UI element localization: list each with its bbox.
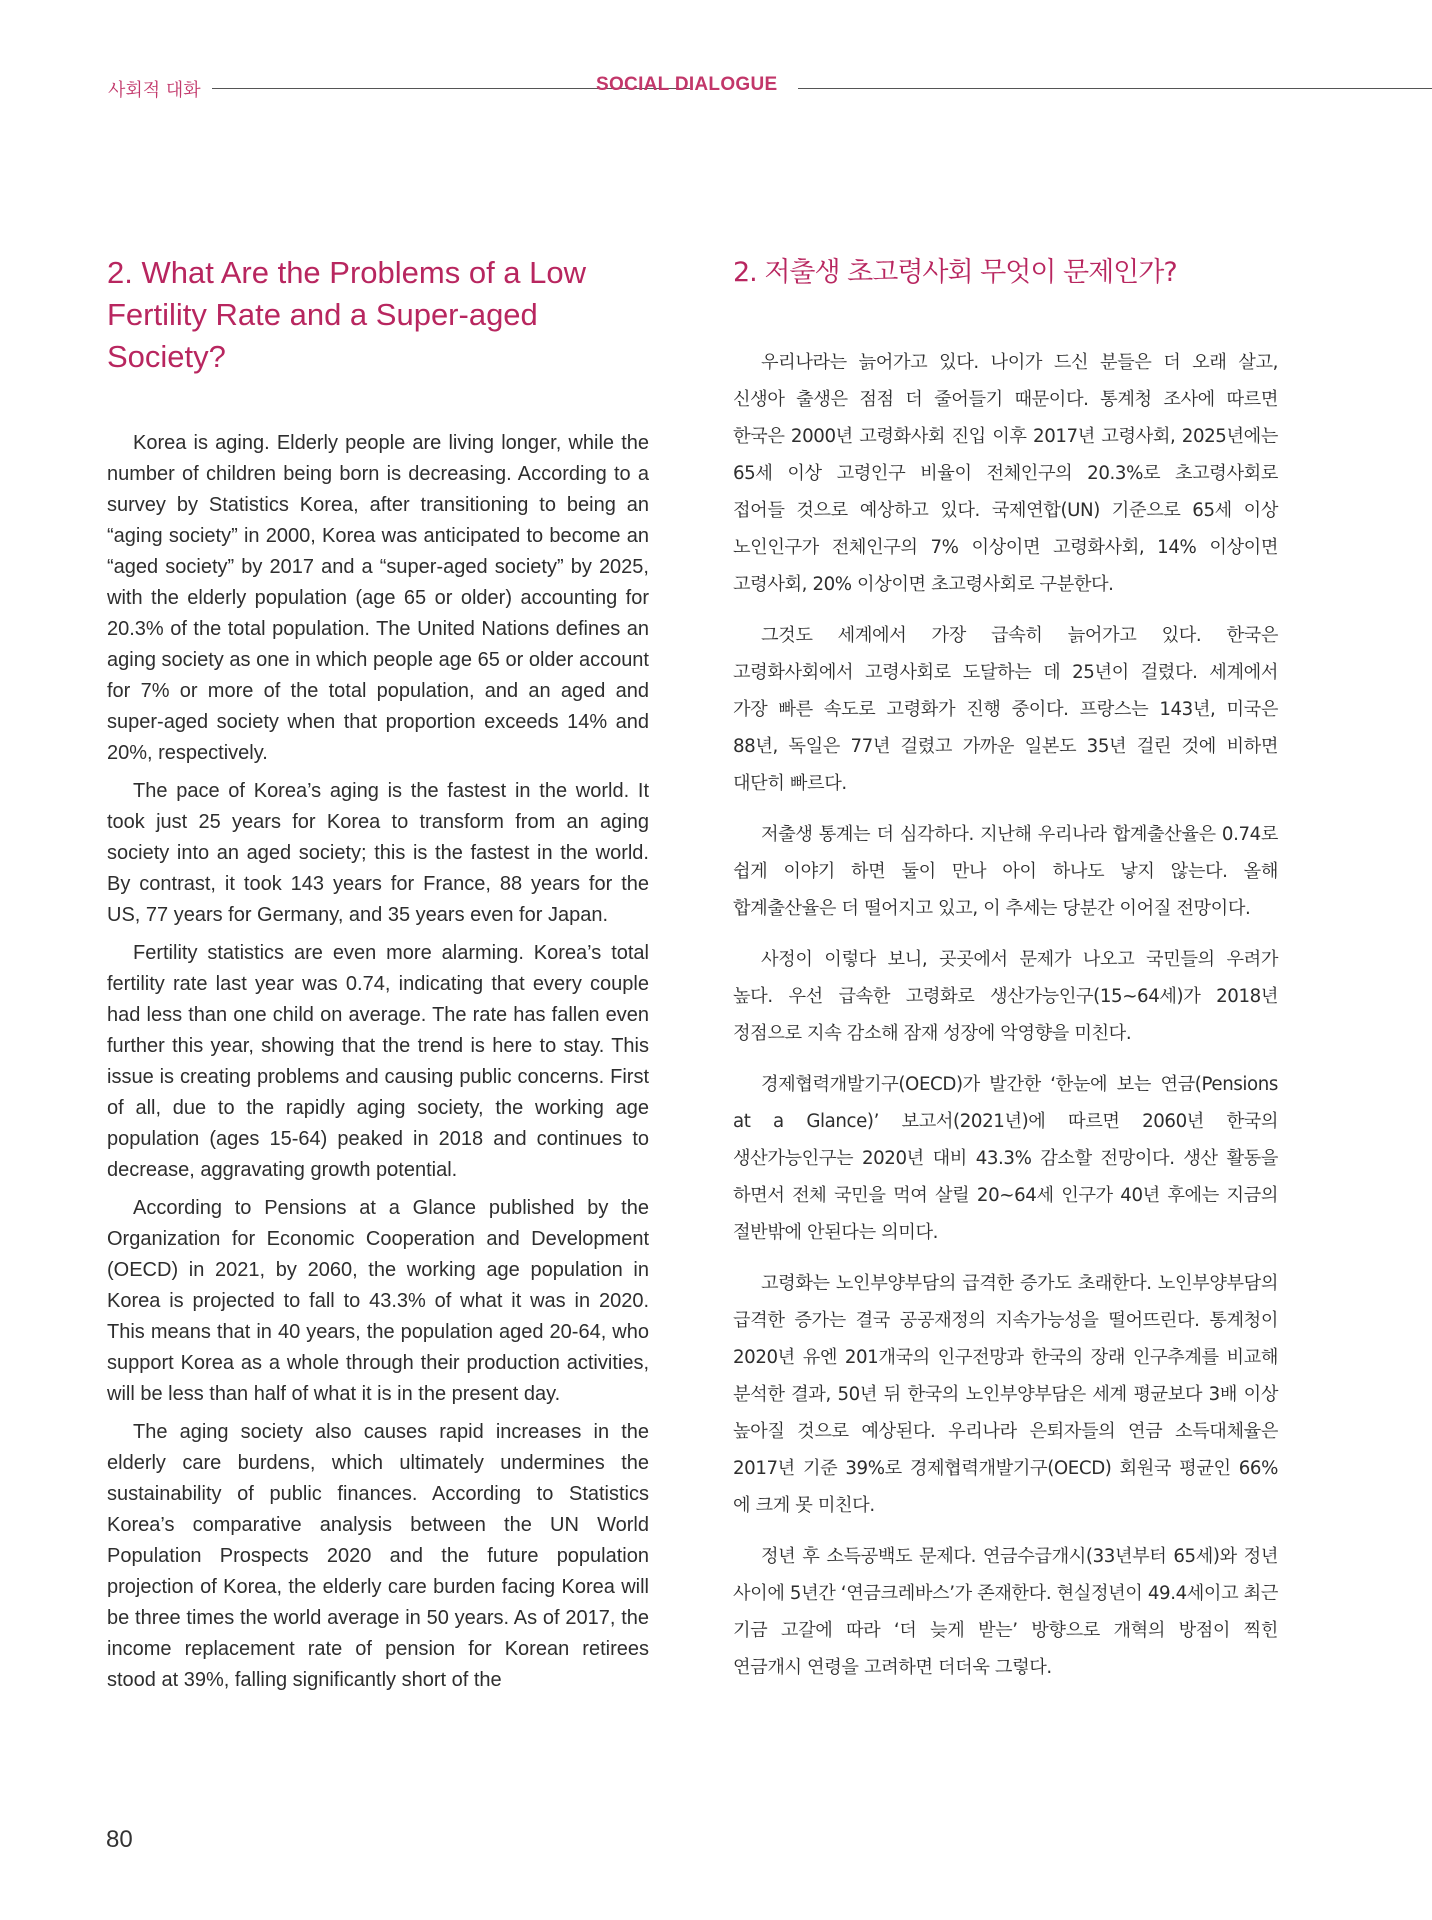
korean-paragraph: 사정이 이렇다 보니, 곳곳에서 문제가 나오고 국민들의 우려가 높다. 우선 급속한 고령화로 생산가능인구(15~64세)가 2018년 정점으로 지속 감소해 잠재 성장에 악영향을 미친다.: [733, 949, 1278, 1044]
korean-paragraph: 고령화는 노인부양부담의 급격한 증가도 초래한다. 노인부양부담의 급격한 증가는 결국 공공재정의 지속가능성을 떨어뜨린다. 통계청이 2020년 유엔 201개국의 인구전망과 한국의 장래 인구추계를 비교해 분석한 결과, 50년 뒤 한국의 노인부양부담은 세계 평균보다 3배 이상 높아질 것으로 예상된다. 우리나라 은퇴자들의 연금 소득대체율은 2017년 기준 39%로 경제협력개발기구(OECD) 회원국 평균인 66%에 크게 못 미친다.: [733, 1273, 1278, 1516]
section-label-english: SOCIAL DIALOGUE: [596, 74, 778, 95]
english-section-title: [107, 252, 649, 378]
korean-section-title: 2. 저출생 초고령사회 무엇이 문제인가?: [733, 257, 1177, 288]
korean-paragraph: 그것도 세계에서 가장 급속히 늙어가고 있다. 한국은 고령화사회에서 고령사회로 도달하는 데 25년이 걸렸다. 세계에서 가장 빠른 속도로 고령화가 진행 중이다. 프랑스는 143년, 미국은 88년, 독일은 77년 걸렸고 가까운 일본도 35년 걸린 것에 비하면 대단히 빠르다.: [733, 625, 1278, 794]
korean-column: [733, 252, 1278, 1700]
english-column: [107, 252, 649, 1703]
english-body: [107, 428, 649, 1696]
korean-paragraph: 우리나라는 늙어가고 있다. 나이가 드신 분들은 더 오래 살고, 신생아 출생은 점점 더 줄어들기 때문이다. 통계청 조사에 따르면 한국은 2000년 고령화사회 진입 이후 2017년 고령사회, 2025년에는 65세 이상 고령인구 비율이 전체인구의 20.3%로 초고령사회로 접어들 것으로 예상하고 있다. 국제연합(UN) 기준으로 65세 이상 노인인구가 전체인구의 7% 이상이면 고령화사회, 14% 이상이면 고령사회, 20% 이상이면 초고령사회로 구분한다.: [733, 352, 1278, 595]
korean-paragraph: 정년 후 소득공백도 문제다. 연금수급개시(33년부터 65세)와 정년 사이에 5년간 ‘연금크레바스’가 존재한다. 현실정년이 49.4세이고 최근 기금 고갈에 따라 ‘더 늦게 받는’ 방향으로 개혁의 방점이 찍힌 연금개시 연령을 고려하면 더더욱 그렇다.: [733, 1546, 1278, 1678]
section-label-korean: 사회적 대화: [108, 80, 201, 101]
english-title-line-2: Fertility Rate and a Super-aged Society?: [107, 297, 538, 374]
running-header: [108, 72, 1432, 108]
english-paragraph: The pace of Korea’s aging is the fastest in the world. It took just 25 years for Korea to transform from an aging society into an aged society; this is the fastest in the world. By contrast, it took 143 years for France, 88 years for the US, 77 years for Germany, and 35 years even for Japan.: [107, 780, 649, 926]
korean-body: [733, 344, 1278, 1686]
english-paragraph: Fertility statistics are even more alarming. Korea’s total fertility rate last year was 0.74, indicating that every couple had less than one child on average. The rate has fallen even further this year, showing that the trend is here to stay. This issue is creating problems and causing public concerns. First of all, due to the rapidly aging society, the working age population (ages 15-64) peaked in 2018 and continues to decrease, aggravating growth potential.: [107, 942, 649, 1181]
page-number: 80: [106, 1826, 133, 1853]
english-paragraph: Korea is aging. Elderly people are living longer, while the number of children being born is decreasing. According to a survey by Statistics Korea, after transitioning to being an “aging society” in 2000, Korea was anticipated to become an “aged society” by 2017 and a “super-aged society” by 2025, with the elderly population (age 65 or older) accounting for 20.3% of the total population. The United Nations defines an aging society as one in which people age 65 or older account for 7% or more of the total population, and an aged and super-aged society when that proportion exceeds 14% and 20%, respectively.: [107, 432, 649, 764]
english-title-line-1: 2. What Are the Problems of a Low: [107, 255, 587, 290]
header-rule-right: [798, 88, 1432, 89]
english-paragraph: The aging society also causes rapid increases in the elderly care burdens, which ultimately undermines the sustainability of public finances. According to Statistics Korea’s comparative analysis between the UN World Population Prospects 2020 and the future population projection of Korea, the elderly care burden facing Korea will be three times the world average in 50 years. As of 2017, the income replacement rate of pension for Korean retirees stood at 39%, falling significantly short of the: [107, 1421, 649, 1691]
korean-paragraph: 저출생 통계는 더 심각하다. 지난해 우리나라 합계출산율은 0.74로 쉽게 이야기 하면 둘이 만나 아이 하나도 낳지 않는다. 올해 합계출산율은 더 떨어지고 있고, 이 추세는 당분간 이어질 전망이다.: [733, 824, 1278, 919]
korean-paragraph: 경제협력개발기구(OECD)가 발간한 ‘한눈에 보는 연금(Pensions at a Glance)’ 보고서(2021년)에 따르면 2060년 한국의 생산가능인구는 2020년 대비 43.3% 감소할 전망이다. 생산 활동을 하면서 전체 국민을 먹여 살릴 20~64세 인구가 40년 후에는 지금의 절반밖에 안된다는 의미다.: [733, 1074, 1278, 1243]
english-paragraph: According to Pensions at a Glance published by the Organization for Economic Cooperation and Development (OECD) in 2021, by 2060, the working age population in Korea is projected to fall to 43.3% of what it was in 2020. This means that in 40 years, the population aged 20-64, who support Korea as a whole through their production activities, will be less than half of what it is in the present day.: [107, 1197, 649, 1405]
